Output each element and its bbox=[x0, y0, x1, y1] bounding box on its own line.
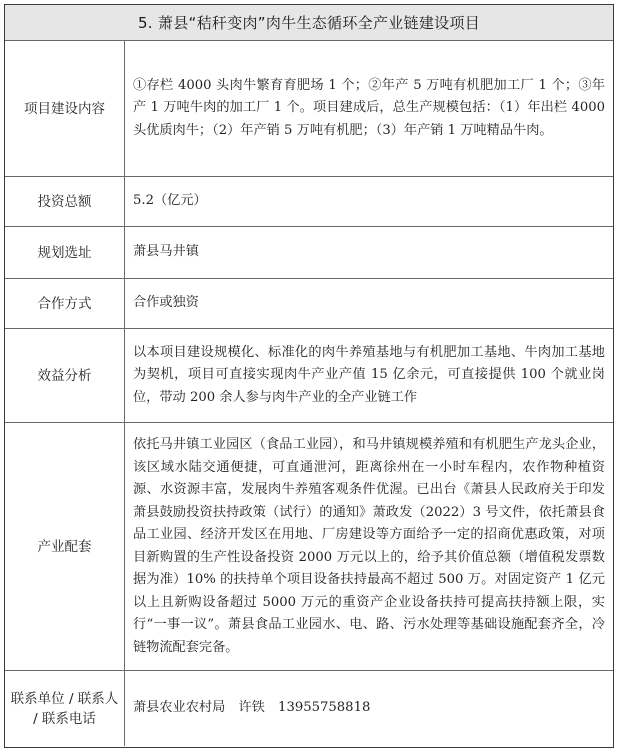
value-contact bbox=[125, 671, 613, 746]
row-planned-site bbox=[5, 227, 613, 279]
value-cooperation-mode-text: 合作或独资 bbox=[133, 295, 199, 311]
label-construction-content: 项目建设内容 bbox=[5, 41, 125, 176]
label-industry-support: 产业配套 bbox=[5, 423, 125, 670]
value-planned-site-text: 萧县马井镇 bbox=[133, 244, 199, 260]
value-cooperation-mode bbox=[125, 279, 613, 328]
value-benefit-analysis-text: 以本项目建设规模化、标准化的肉牛养殖基地与有机肥加工基地、牛肉加工基地为契机，项目可直接实现肉牛产业产值 15 亿余元，可直接提供 100 个就业岗位，带动 200 余人参与肉牛产业的全产业链工作 bbox=[133, 344, 605, 405]
value-planned-site bbox=[125, 227, 613, 278]
label-total-investment: 投资总额 bbox=[5, 177, 125, 226]
project-table bbox=[4, 4, 614, 748]
value-total-investment-text: 5.2（亿元） bbox=[133, 193, 207, 209]
label-contact: 联系单位 / 联系人 / 联系电话 bbox=[5, 671, 125, 746]
label-planned-site: 规划选址 bbox=[5, 227, 125, 278]
row-industry-support bbox=[5, 423, 613, 671]
value-contact-text: 萧县农业农村局 许铁 13955758818 bbox=[133, 700, 371, 716]
row-construction-content bbox=[5, 41, 613, 177]
value-construction-content bbox=[125, 41, 613, 176]
row-cooperation-mode bbox=[5, 279, 613, 329]
row-total-investment bbox=[5, 177, 613, 227]
value-total-investment bbox=[125, 177, 613, 226]
row-contact bbox=[5, 671, 613, 746]
label-cooperation-mode: 合作方式 bbox=[5, 279, 125, 328]
row-benefit-analysis bbox=[5, 329, 613, 423]
value-industry-support bbox=[125, 423, 613, 670]
label-benefit-analysis: 效益分析 bbox=[5, 329, 125, 422]
value-benefit-analysis bbox=[125, 329, 613, 422]
value-industry-support-text: 依托马井镇工业园区（食品工业园），和马井镇规模养殖和有机肥生产龙头企业，该区域水陆交通便捷，可直通泄河，距离徐州在一小时车程内，农作物种植资源、水资源丰富，发展肉牛养殖客观条件优渥。已出台《萧县人民政府关于印发萧县鼓励投资扶持政策（试行）的通知》萧政发（2022）3 号文件，依托萧县食品工业园、经济开发区在用地、厂房建设等方面给予一定的招商优惠政策，对项目新购置的生产性设备投资 2000 万元以上的，给予其价值总额（增值税发票数据为准）10% 的扶持单个项目设备扶持最高不超过 500 万。对固定资产 1 亿元以上且新购设备超过 5000 万元的重资产企业设备扶持可提高扶持额上限，实行“一事一议”。萧县食品工业园水、电、路、污水处理等基础设施配套齐全，冷链物流配套完备。 bbox=[133, 437, 605, 655]
table-title: 5. 萧县“秸秆变肉”肉牛生态循环全产业链建设项目 bbox=[5, 5, 613, 41]
value-construction-content-text: ①存栏 4000 头肉牛繁育育肥场 1 个；②年产 5 万吨有机肥加工厂 1 个；③年产 1 万吨牛肉的加工厂 1 个。项目建成后，总生产规模包括：（1）年出栏 4000 头优质肉牛；（2）年产销 5 万吨有机肥；（3）年产销 1 万吨精品牛肉。 bbox=[133, 77, 605, 138]
